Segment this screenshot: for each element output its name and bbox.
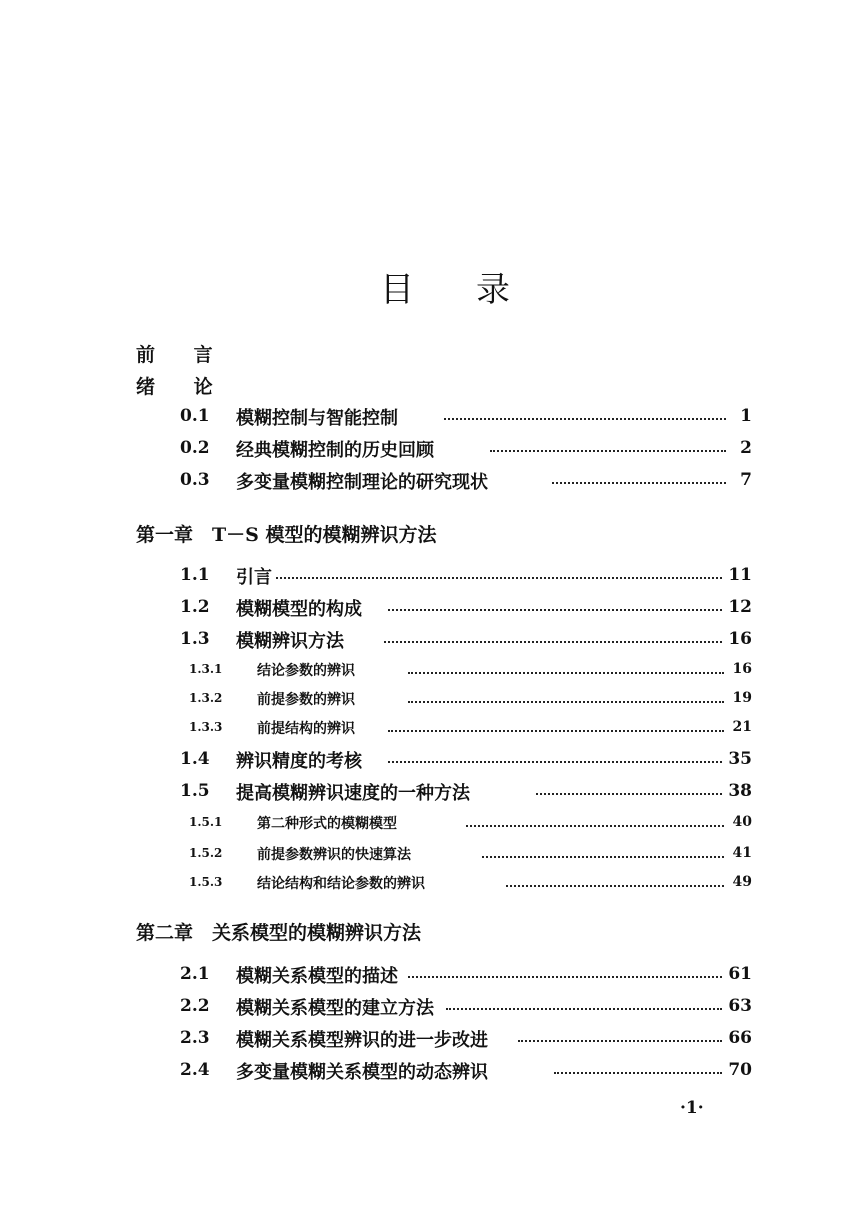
toc-entry[interactable] xyxy=(0,687,868,711)
entry-page: 7 xyxy=(740,470,752,490)
entry-number: 2.4 xyxy=(180,1060,210,1080)
entry-page: 2 xyxy=(740,438,752,458)
entry-page: 12 xyxy=(728,597,752,617)
entry-number: 1.3 xyxy=(180,629,210,649)
entry-page: 49 xyxy=(732,874,752,890)
entry-page: 66 xyxy=(728,1028,752,1048)
entry-number: 2.3 xyxy=(180,1028,210,1048)
entry-title: 结论参数的辨识 xyxy=(257,663,355,679)
entry-number: 1.2 xyxy=(180,597,210,617)
toc-entry[interactable] xyxy=(0,1058,868,1082)
entry-number: 2.2 xyxy=(180,996,210,1016)
leader-dots xyxy=(384,627,722,649)
entry-title: 前提结构的辨识 xyxy=(257,721,355,737)
entry-page: 21 xyxy=(732,719,752,735)
leader-dots xyxy=(518,1026,722,1048)
entry-title: 模糊关系模型的建立方法 xyxy=(236,998,434,1019)
leader-dots xyxy=(490,436,726,458)
entry-title: 提高模糊辨识速度的一种方法 xyxy=(236,783,470,804)
entry-number: 1.5 xyxy=(180,781,210,801)
toc-entry[interactable] xyxy=(0,779,868,803)
entry-page: 41 xyxy=(732,845,752,861)
leader-dots xyxy=(536,779,722,801)
entry-number: 0.2 xyxy=(180,438,210,458)
entry-title: 多变量模糊控制理论的研究现状 xyxy=(236,472,488,493)
leader-dots xyxy=(388,595,722,617)
leader-dots xyxy=(388,747,722,769)
entry-title: 引言 xyxy=(236,567,272,588)
entry-page: 35 xyxy=(728,749,752,769)
toc-entry[interactable] xyxy=(0,468,868,492)
leader-dots xyxy=(276,563,722,585)
page-number-marker: ·1· xyxy=(680,1098,704,1118)
entry-page: 61 xyxy=(728,964,752,984)
entry-page: 70 xyxy=(728,1060,752,1080)
entry-number: 0.3 xyxy=(180,470,210,490)
toc-entry[interactable] xyxy=(0,871,868,895)
entry-title: 模糊模型的构成 xyxy=(236,599,362,620)
section-preface: 前 言 xyxy=(136,344,229,366)
toc-entry[interactable] xyxy=(0,747,868,771)
entry-title: 模糊关系模型的描述 xyxy=(236,966,398,987)
leader-dots xyxy=(446,994,722,1016)
entry-title: 多变量模糊关系模型的动态辨识 xyxy=(236,1062,488,1083)
toc-entry[interactable] xyxy=(0,404,868,428)
entry-page: 40 xyxy=(732,814,752,830)
toc-entry[interactable] xyxy=(0,436,868,460)
entry-title: 辨识精度的考核 xyxy=(236,751,362,772)
entry-number: 1.3.3 xyxy=(189,720,223,734)
entry-number: 1.3.1 xyxy=(189,662,223,676)
page-title-part2: 录 xyxy=(476,270,510,310)
leader-dots xyxy=(444,404,726,426)
leader-dots xyxy=(388,716,724,738)
entry-title: 前提参数的辨识 xyxy=(257,692,355,708)
chapter-2-heading[interactable]: 第二章 关系模型的模糊辨识方法 xyxy=(136,922,422,944)
entry-number: 1.5.2 xyxy=(189,846,223,860)
toc-entry[interactable] xyxy=(0,716,868,740)
section-introduction: 绪 论 xyxy=(136,376,229,398)
entry-number: 2.1 xyxy=(180,964,210,984)
entry-title: 经典模糊控制的历史回顾 xyxy=(236,440,434,461)
entry-title: 模糊关系模型辨识的进一步改进 xyxy=(236,1030,488,1051)
leader-dots xyxy=(408,658,724,680)
toc-entry[interactable] xyxy=(0,563,868,587)
entry-page: 63 xyxy=(728,996,752,1016)
entry-number: 1.4 xyxy=(180,749,210,769)
toc-entry[interactable] xyxy=(0,842,868,866)
leader-dots xyxy=(408,687,724,709)
leader-dots xyxy=(554,1058,722,1080)
leader-dots xyxy=(482,842,724,864)
toc-entry[interactable] xyxy=(0,595,868,619)
entry-page: 16 xyxy=(728,629,752,649)
entry-title: 模糊控制与智能控制 xyxy=(236,408,398,429)
entry-page: 11 xyxy=(728,565,752,585)
leader-dots xyxy=(466,811,724,833)
toc-entry[interactable] xyxy=(0,962,868,986)
toc-entry[interactable] xyxy=(0,627,868,651)
entry-title: 模糊辨识方法 xyxy=(236,631,344,652)
entry-number: 1.5.3 xyxy=(189,875,223,889)
entry-number: 1.3.2 xyxy=(189,691,223,705)
toc-entry[interactable] xyxy=(0,658,868,682)
toc-entry[interactable] xyxy=(0,1026,868,1050)
toc-entry[interactable] xyxy=(0,811,868,835)
entry-number: 0.1 xyxy=(180,406,210,426)
entry-page: 16 xyxy=(732,661,752,677)
entry-number: 1.5.1 xyxy=(189,815,223,829)
entry-title: 前提参数辨识的快速算法 xyxy=(257,847,411,863)
entry-title: 结论结构和结论参数的辨识 xyxy=(257,876,425,892)
entry-page: 38 xyxy=(728,781,752,801)
entry-title: 第二种形式的模糊模型 xyxy=(257,816,397,832)
chapter-1-heading[interactable]: 第一章 T－S 模型的模糊辨识方法 xyxy=(136,524,437,546)
leader-dots xyxy=(552,468,726,490)
leader-dots xyxy=(506,871,724,893)
page-title-part1: 目 xyxy=(380,270,414,310)
entry-page: 1 xyxy=(740,406,752,426)
leader-dots xyxy=(408,962,722,984)
entry-page: 19 xyxy=(732,690,752,706)
entry-number: 1.1 xyxy=(180,565,210,585)
toc-entry[interactable] xyxy=(0,994,868,1018)
